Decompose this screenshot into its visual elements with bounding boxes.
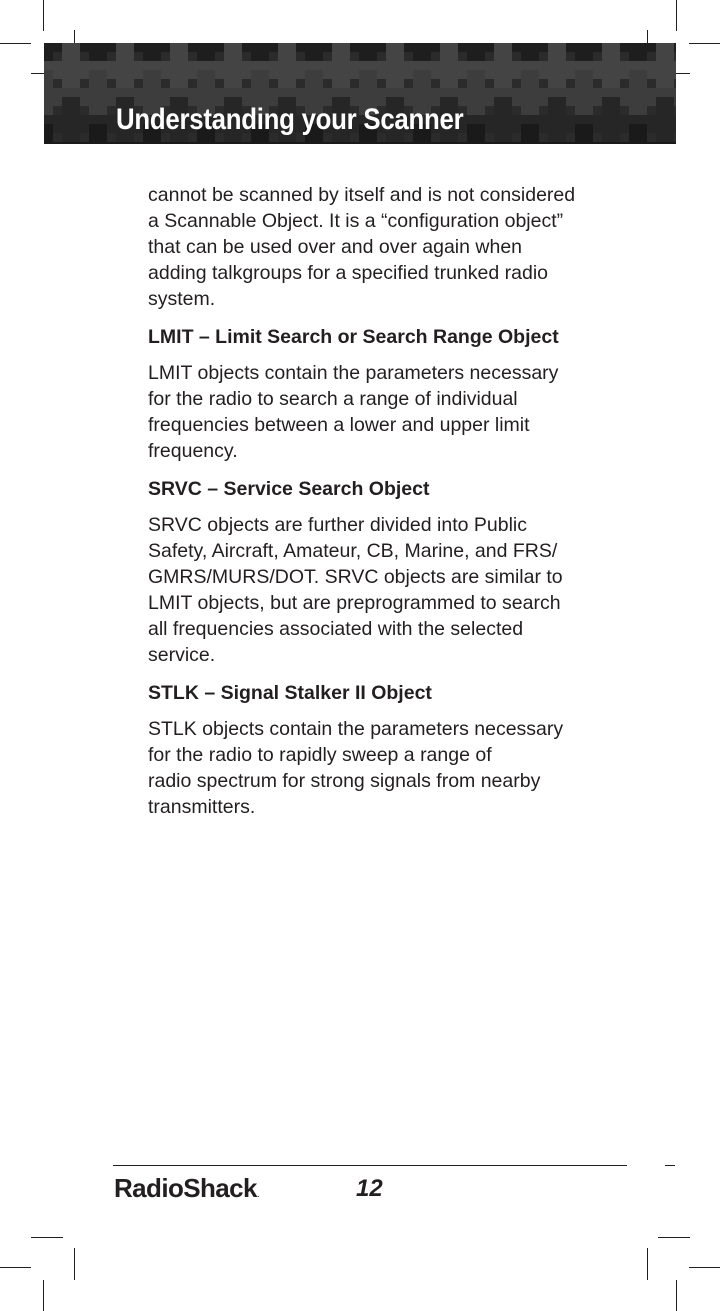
- section-heading-lmit: LMIT – Limit Search or Search Range Object: [148, 326, 559, 348]
- section-heading-srvc: SRVC – Service Search Object: [148, 478, 430, 500]
- footer-mark: [665, 1165, 675, 1166]
- crop-mark: [43, 0, 44, 31]
- intro-paragraph: cannot be scanned by itself and is not considered a Scannable Object. It is a “configuration object” that can be used over and over again when adding talkgroups for a specified trunked radio system.: [148, 184, 576, 310]
- crop-mark: [658, 1237, 690, 1238]
- page-number: 12: [356, 1175, 383, 1202]
- crop-mark: [74, 1248, 75, 1280]
- page-content: [148, 182, 618, 832]
- chapter-title: Understanding your Scanner: [116, 103, 464, 136]
- section-body-lmit: LMIT objects contain the parameters necessary for the radio to search a range of individual frequencies between a lower and upper limit frequency.: [148, 362, 559, 462]
- crop-mark: [689, 43, 720, 44]
- footer-rule: [113, 1165, 627, 1166]
- brand-name: RadioShack: [114, 1173, 257, 1203]
- crop-mark: [647, 1248, 648, 1280]
- section-heading-stlk: STLK – Signal Stalker II Object: [148, 682, 432, 704]
- crop-mark: [676, 0, 677, 31]
- brand-logo: [114, 1173, 260, 1204]
- crop-mark: [0, 43, 31, 44]
- crop-mark: [43, 1280, 44, 1311]
- crop-mark: [31, 1237, 63, 1238]
- crop-mark: [0, 1267, 31, 1268]
- chapter-banner: [44, 43, 676, 144]
- crop-mark: [676, 1280, 677, 1311]
- brand-mark: .: [256, 1189, 260, 1200]
- section-body-stlk: STLK objects contain the parameters necessary for the radio to rapidly sweep a range of radio spectrum for strong signals from nearby transmitters.: [148, 718, 564, 818]
- crop-mark: [689, 1267, 720, 1268]
- section-body-srvc: SRVC objects are further divided into Public Safety, Aircraft, Amateur, CB, Marine, and FRS/ GMRS/MURS/DOT. SRVC objects are similar to LMIT objects, but are preprogrammed to search all frequencies associated with the selected service.: [148, 514, 563, 666]
